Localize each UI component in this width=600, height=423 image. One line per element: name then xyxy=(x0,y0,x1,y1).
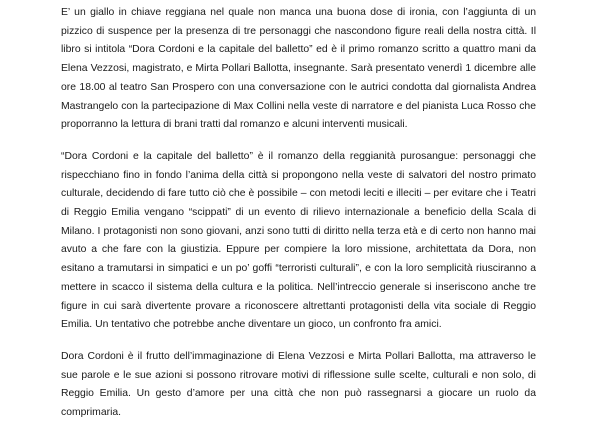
paragraph-conclusion: Dora Cordoni è il frutto dell’immaginazione di Elena Vezzosi e Mirta Pollari Ballotta, ma attraverso le sue parole e le sue azioni si possono ritrovare motivi di riflessione sulle scelte, culturali e non solo, di Reggio Emilia. Un gesto d’amore per una città che non può rassegnarsi a giocare un ruolo da comprimaria. xyxy=(61,350,536,419)
paragraph-intro: E’ un giallo in chiave reggiana nel quale non manca una buona dose di ironia, con l’aggiunta di un pizzico di suspence per la presenza di tre personaggi che nascondono figure reali della nostra città. Il libro si intitola “Dora Cordoni e la capitale del balletto” ed è il primo romanzo scritto a quattro mani da Elena Vezzosi, magistrato, e Mirta Pollari Ballotta, insegnante. Sarà presentato venerdì 1 dicembre alle ore 18.00 al teatro San Prospero con una conversazione con le autrici condotta dal giornalista Andrea Mastrangelo con la partecipazione di Max Collini nella veste di narratore e del pianista Luca Rosso che proporranno la lettura di brani tratti dal romanzo e alcuni interventi musicali. xyxy=(61,7,536,131)
paragraph-plot: “Dora Cordoni e la capitale del balletto” è il romanzo della reggianità purosangue: personaggi che rispecchiano fino in fondo l’anima della città si propongono nella veste di salvatori del nostro primato culturale, decidendo di fare tutto ciò che è possibile – con metodi leciti e illeciti – per evitare che i Teatri di Reggio Emilia vengano “scippati” di un evento di rilievo internazionale a beneficio della Scala di Milano. I protagonisti non sono giovani, anzi sono tutti di diritto nella terza età e di certo non hanno mai avuto a che fare con la giustizia. Eppure per compiere la loro missione, architettata da Dora, non esitano a tramutarsi in simpatici e un po’ goffi “terroristi culturali”, e con la loro semplicità riusciranno a mettere in scacco il sistema della cultura e la politica. Nell’intreccio generale si inseriscono anche tre figure in cui sarà divertente provare a riconoscere altrettanti protagonisti della vita sociale di Reggio Emilia. Un tentativo che potrebbe anche diventare un gioco, un confronto fra amici. xyxy=(61,150,536,331)
